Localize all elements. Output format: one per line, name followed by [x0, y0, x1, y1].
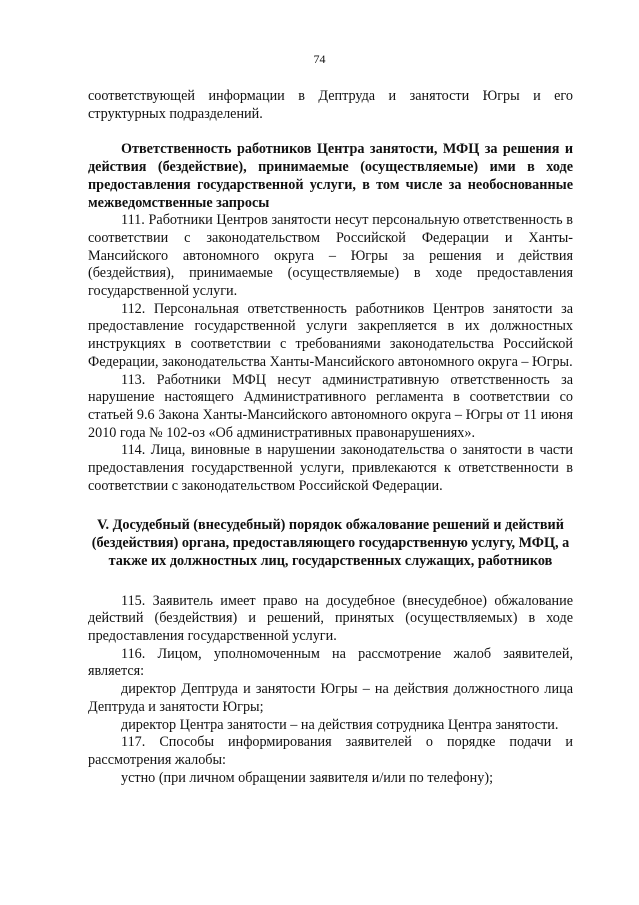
paragraph-115: 115. Заявитель имеет право на досудебное (внесудебное) обжалование действий (бездействия) и решений, принятых (осуществляемых) в ходе предоставления государственной услуги.: [88, 592, 573, 644]
page-number: 74: [313, 52, 326, 66]
paragraph-113: 113. Работники МФЦ несут административную ответственность за нарушение настоящего Административного регламента в соответствии со статьей 9.6 Закона Ханты-Мансийского автономного округа – Югры от 11 июня 2010 года № 102-оз «Об административных правонарушениях».: [88, 371, 573, 441]
paragraph-114: 114. Лица, виновные в нарушении законодательства о занятости в части предоставления государственной услуги, привлекаются к ответственности в соответствии с законодательством Российской Федерации.: [88, 442, 573, 494]
paragraph-116-item-2: директор Центра занятости – на действия сотрудника Центра занятости.: [121, 716, 559, 733]
paragraph-116-item-1: директор Дептруда и занятости Югры – на действия должностного лица Дептруда и занятости Югры;: [88, 681, 573, 715]
paragraph-117: 117. Способы информирования заявителей о порядке подачи и рассмотрения жалобы:: [88, 734, 573, 768]
paragraph-112: 112. Персональная ответственность работников Центров занятости за предоставление государственной услуги закрепляется в их должностных инструкциях в соответствии с требованиями законодательства Российской Федерации, законодательства Ханты-Мансийского автономного округа – Югры.: [88, 300, 573, 370]
paragraph-continuation: соответствующей информации в Дептруда и занятости Югры и его структурных подразделений.: [88, 88, 573, 122]
section-heading-responsibility: Ответственность работников Центра занятости, МФЦ за решения и действия (бездействие), принимаемые (осуществляемые) ими в ходе предоставления государственной услуги, в том числе за необоснованные межведомственные запросы: [88, 141, 573, 211]
paragraph-117-item-1: устно (при личном обращении заявителя и/или по телефону);: [121, 769, 494, 786]
document-body: [88, 88, 573, 787]
paragraph-116: 116. Лицом, уполномоченным на рассмотрение жалоб заявителей, является:: [88, 645, 573, 680]
paragraph-111: 111. Работники Центров занятости несут персональную ответственность в соответствии с законодательством Российской Федерации и Ханты-Мансийского автономного округа – Югры за решения и действия (бездействия), принимаемые (осуществляемые) в ходе предоставления государственной услуги.: [88, 212, 573, 300]
chapter-heading-v: V. Досудебный (внесудебный) порядок обжалование решений и действий (бездействия) органа, предоставляющего государственную услугу, МФЦ, а также их должностных лиц, государственных служащих, работников: [91, 517, 570, 569]
